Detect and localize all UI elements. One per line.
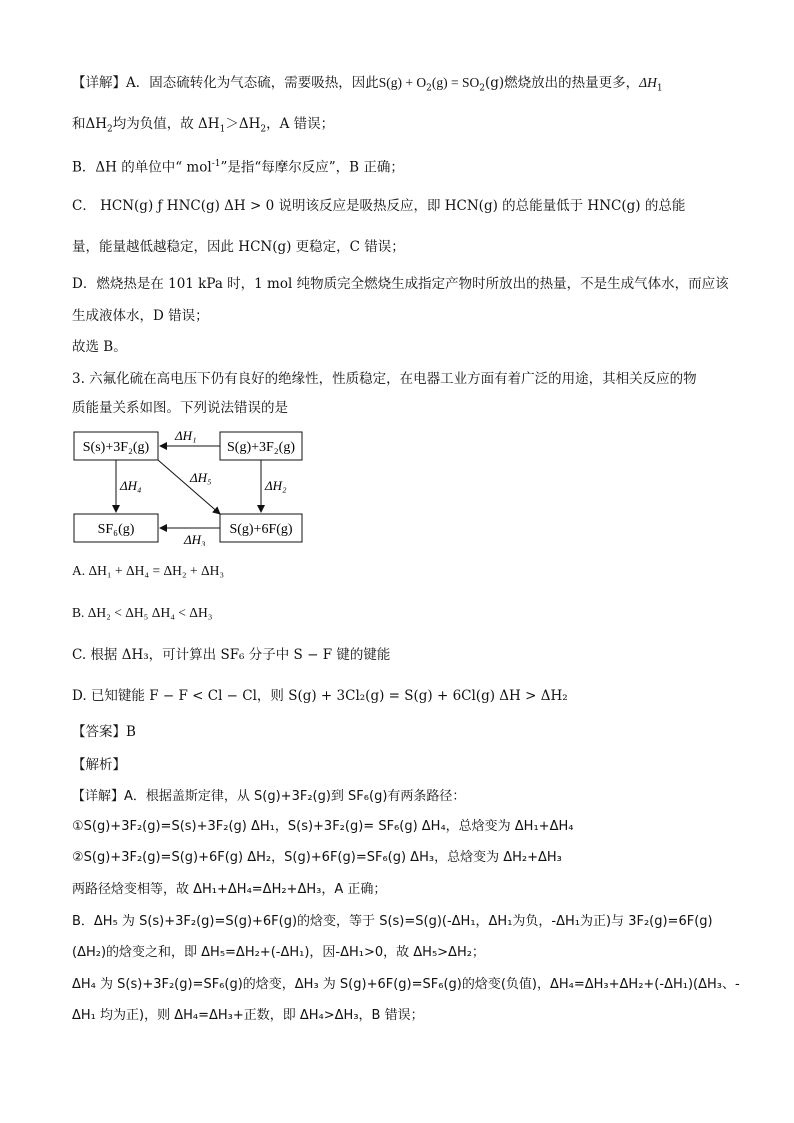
sub: 1	[219, 124, 226, 135]
question-stem-1: 3. 六氟化硫在高电压下仍有良好的绝缘性，性质稳定，在电器工业方面有着广泛的用途，其相关反应的物	[72, 371, 697, 387]
analysis-line-6: (ΔH₂)的焓变之和，即 ΔH₅=ΔH₂+(-ΔH₁)，因-ΔH₁>0，故 ΔH₅>ΔH₂；	[72, 945, 485, 960]
label-h5: ΔH₅	[190, 470, 212, 485]
sub: 2	[260, 124, 267, 135]
label-sf6: SF₆(g)	[97, 522, 135, 537]
label-h1: ΔH₁	[175, 428, 197, 443]
sub: 1	[656, 83, 663, 94]
sub: 2	[107, 124, 113, 135]
sub: 2	[426, 83, 432, 94]
label-h4: ΔH₄	[120, 478, 142, 493]
label-s-6f: S(g)+6F(g)	[229, 522, 293, 537]
detail-line-3	[72, 155, 404, 177]
detail-line-2	[72, 115, 334, 139]
sup: -1	[211, 159, 221, 169]
detail-line-7: 生成液体水，D 错误；	[72, 308, 209, 324]
question-stem-2: 质能量关系如图。下列说法错误的是	[72, 400, 288, 416]
text: (g)燃烧放出的热量更多，	[484, 75, 640, 91]
text: ”是指“每摩尔反应”，B 正确；	[220, 159, 404, 176]
text: B．ΔH 的单位中“ mol	[72, 159, 212, 176]
detail-line-8: 故选 B。	[72, 339, 127, 355]
analysis-line-2: ①S(g)+3F₂(g)=S(s)+3F₂(g) ΔH₁，S(s)+3F₂(g)= SF₆(g) ΔH₄，总焓变为 ΔH₁+ΔH₄	[72, 819, 574, 834]
analysis-line-3: ②S(g)+3F₂(g)=S(g)+6F(g) ΔH₂，S(g)+6F(g)=SF₆(g) ΔH₃，总焓变为 ΔH₂+ΔH₃	[72, 850, 562, 865]
detail-line-4: C． HCN(g) ƒ HNC(g) ΔH > 0 说明该反应是吸热反应，即 HCN(g) 的总能量低于 HNC(g) 的总能	[72, 198, 686, 214]
text: 和ΔH	[72, 116, 108, 132]
option-c: C. 根据 ΔH₃，可计算出 SF₆ 分子中 S − F 键的键能	[72, 647, 391, 663]
analysis-line-5: B．ΔH₅ 为 S(s)+3F₂(g)=S(g)+6F(g)的焓变，等于 S(s)=S(g)(-ΔH₁，ΔH₁为负，-ΔH₁为正)与 3F₂(g)=6F(g)	[72, 914, 713, 929]
detail-line-6: D．燃烧热是在 101 kPa 时，1 mol 纯物质完全燃烧生成指定产物时所放出的热量，不是生成气体水，而应该	[72, 276, 729, 292]
option-d: D. 已知键能 F − F < Cl − Cl，则 S(g) + 3Cl₂(g) = S(g) + 6Cl(g) ΔH > ΔH₂	[72, 688, 568, 704]
arrow-h5	[158, 460, 220, 514]
sub: 2	[479, 83, 485, 94]
answer-label: 【答案】B	[72, 724, 136, 740]
label-h2: ΔH₂	[265, 478, 287, 493]
detail-line-5: 量，能量越低越稳定，因此 HCN(g) 更稳定，C 错误；	[72, 239, 405, 255]
option-b: B. ΔH₂ < ΔH₅ ΔH₄ < ΔH₃	[72, 605, 213, 620]
option-a: A. ΔH₁ + ΔH₄ = ΔH₂ + ΔH₃	[72, 563, 225, 578]
formula: S(g) + O	[378, 75, 427, 90]
dh: ΔH	[639, 75, 657, 90]
analysis-label: 【解析】	[72, 757, 126, 773]
text: ＞ΔH	[225, 116, 261, 132]
label-s-gas: S(g)+3F₂(g)	[227, 440, 295, 455]
detail-line-1	[72, 74, 663, 98]
label-h3: ΔH₃	[184, 532, 206, 546]
analysis-line-7: ΔH₄ 为 S(s)+3F₂(g)=SF₆(g)的焓变，ΔH₃ 为 S(g)+6F(g)=SF₆(g)的焓变(负值)，ΔH₄=ΔH₃+ΔH₂+(-ΔH₁)(ΔH₃、-	[72, 977, 740, 992]
analysis-line-8: ΔH₁ 均为正)，则 ΔH₄=ΔH₃+正数，即 ΔH₄>ΔH₃，B 错误；	[72, 1008, 424, 1023]
analysis-line-4: 两路径焓变相等，故 ΔH₁+ΔH₄=ΔH₂+ΔH₃，A 正确；	[72, 882, 387, 897]
text: 均为负值，故 ΔH	[112, 116, 220, 132]
formula: (g) = SO	[431, 75, 480, 90]
text: ，A 错误；	[266, 116, 335, 132]
label-s-solid: S(s)+3F₂(g)	[82, 440, 150, 455]
energy-diagram	[72, 428, 308, 546]
analysis-line-1: 【详解】A．根据盖斯定律，从 S(g)+3F₂(g)到 SF₆(g)有两条路径：	[72, 789, 466, 804]
text: 【详解】A．固态硫转化为气态硫，需要吸热，因此	[72, 75, 379, 91]
